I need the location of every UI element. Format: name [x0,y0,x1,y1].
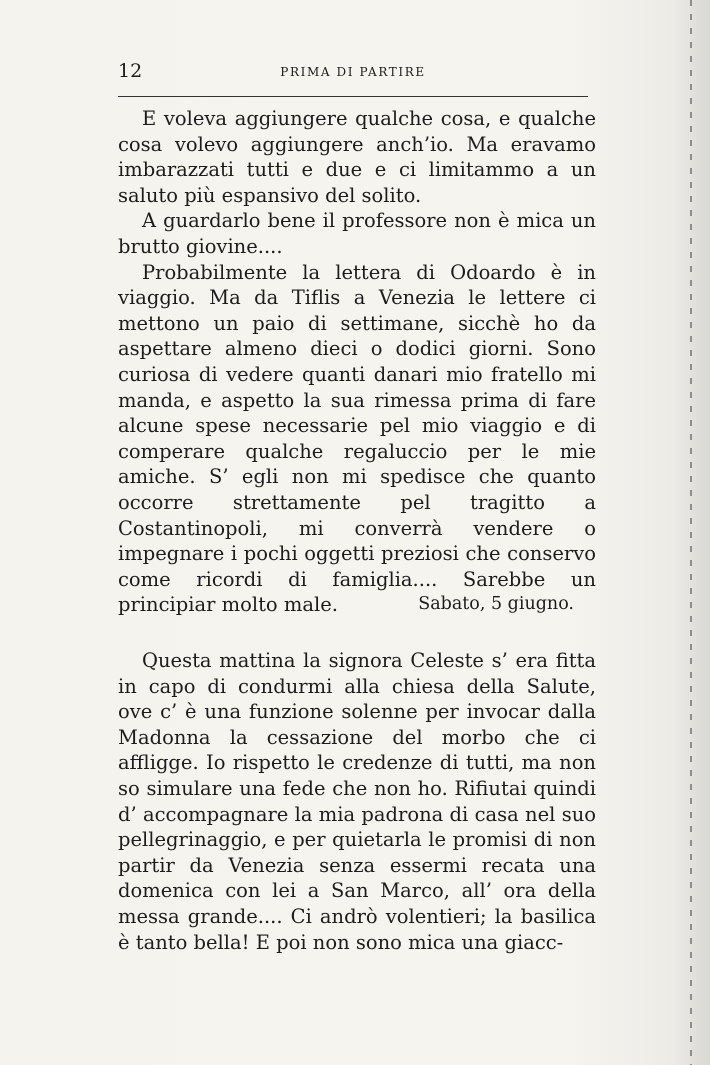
diary-date: Sabato, 5 giugno. [418,594,574,614]
header-rule [118,96,588,97]
page-edge-shadow [690,0,692,1065]
text-block-2 [118,648,596,955]
page-header [118,60,588,92]
paragraph: Questa mattina la signora Celeste s’ era fitta in capo di condurmi alla chiesa della Salute, ove c’ è una funzione solenne per invocar dalla Madonna la cessazione del morbo che ci affligge. Io rispetto le credenze di tutti, ma non so simulare una fede che non ho. Rifiutai quindi d’ accompagnare la mia padrona di casa nel suo pellegrinaggio, e per quietarla le promisi di non partir da Venezia senza essermi recata una domenica con lei a San Marco, all’ ora della messa grande.... Ci andrò volentieri; la basilica è tanto bella! E poi non sono mica una giacc- [118,649,596,954]
paragraph: E voleva aggiungere qualche cosa, e qualche cosa volevo aggiungere anch’io. Ma eravamo imbarazzati tutti e due e ci limitammo a un saluto più espansivo del solito. [118,107,596,207]
running-title: PRIMA DI PARTIRE [280,65,426,79]
paragraph: Probabilmente la lettera di Odoardo è in viaggio. Ma da Tiflis a Venezia le lettere ci mettono un paio di settimane, sicchè ho da aspettare almeno dieci o dodici giorni. Sono curiosa di vedere quanti danari mio fratello mi manda, e aspetto la sua rimessa prima di fare alcune spese necessarie pel mio viaggio e di comperare qualche regaluccio per le mie amiche. S’ egli non mi spedisce che quanto occorre strettamente pel tragitto a Costantinopoli, mi converrà vendere o impegnare i pochi oggetti preziosi che conservo come ricordi di famiglia.... Sarebbe un principiar molto male. [118,260,596,617]
text-block-1 [118,106,596,618]
paragraph: A guardarlo bene il professore non è mica un brutto giovine.... [118,209,596,258]
page-number: 12 [118,60,143,82]
